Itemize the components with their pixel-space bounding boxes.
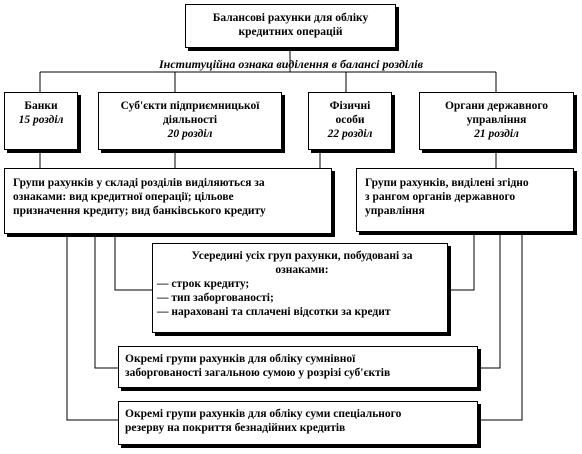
- right-group-box: [356, 168, 574, 232]
- enterprise-box: [98, 92, 282, 150]
- middle-heading-2: ознаками:: [275, 264, 329, 276]
- left-group-box: [4, 168, 332, 234]
- right-group-line-3: управління: [365, 205, 425, 217]
- doubtful-line-1: Окремі групи рахунків для обліку сумнівної: [125, 353, 356, 365]
- doubtful-line-2: заборгованості загальною сумою у розрізі суб'єктів: [125, 367, 391, 379]
- gov-label-2: управління: [466, 114, 527, 126]
- reserve-line-2: резерву на покриття безнадійних кредитів: [125, 422, 346, 434]
- middle-item-term: — строк кредиту;: [157, 278, 250, 290]
- banks-section: 15 розділ: [18, 114, 64, 126]
- middle-item-debt-type: — тип заборгованості;: [157, 292, 274, 304]
- left-group-line-1: Групи рахунків у складі розділів виділяються за: [13, 177, 265, 189]
- left-group-line-2: ознаками: вид кредитної операції; цільове: [13, 191, 234, 203]
- doubtful-debt-box: [118, 346, 478, 388]
- left-group-line-3: призначення кредиту; вид банківського кредиту: [13, 205, 266, 217]
- connector-right-to-middle: [448, 232, 474, 290]
- connector-left-to-middle: [115, 234, 152, 290]
- enterprise-section: 20 розділ: [167, 128, 213, 140]
- middle-heading-1: Усередині усіх груп рахунки, побудовані за: [191, 250, 413, 262]
- enterprise-label-1: Суб'єкти підприємницької: [120, 100, 260, 112]
- banks-box: [4, 92, 78, 150]
- middle-box: [152, 243, 448, 333]
- right-group-line-2: з рангом органів державного: [365, 191, 516, 203]
- individuals-section: 22 розділ: [327, 128, 373, 140]
- top-box-line-2: кредитних операцій: [238, 26, 343, 38]
- gov-section: 21 розділ: [474, 128, 519, 140]
- enterprise-label-2: діяльності: [162, 114, 218, 126]
- reserve-box: [118, 401, 478, 445]
- connector-right-to-doubtful: [478, 232, 500, 368]
- institutional-caption: Інституційна ознака виділення в балансі розділів: [159, 57, 423, 71]
- right-group-line-1: Групи рахунків, виділені згідно: [365, 177, 529, 189]
- individuals-label-2: особи: [335, 114, 365, 126]
- gov-label-1: Органи державного: [444, 100, 549, 112]
- individuals-box: [308, 92, 392, 150]
- top-box-line-1: Балансові рахунки для обліку: [212, 12, 369, 24]
- banks-label: Банки: [24, 100, 58, 112]
- top-box: [185, 4, 396, 48]
- individuals-label-1: Фізичні: [329, 100, 371, 112]
- connector-left-to-reserve: [67, 234, 118, 420]
- gov-box: [419, 92, 574, 150]
- middle-item-interest: — нараховані та сплачені відсотки за кредит: [157, 306, 391, 318]
- reserve-line-1: Окремі групи рахунків для обліку суми спеціального: [125, 408, 402, 420]
